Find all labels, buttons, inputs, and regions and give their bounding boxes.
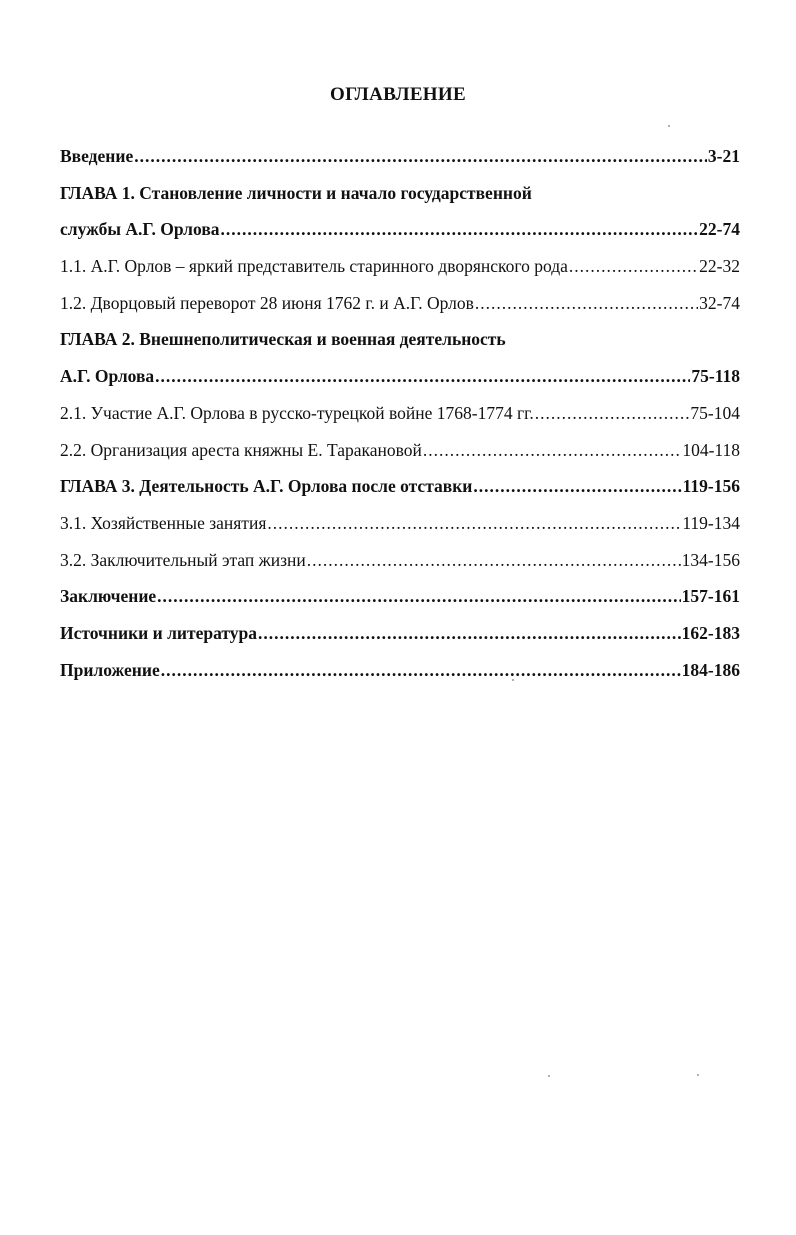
toc-leader-dots bbox=[258, 623, 681, 644]
toc-entry-page: 104-118 bbox=[682, 439, 740, 460]
toc-entry-section-2-1[interactable] bbox=[60, 403, 740, 440]
toc-entry-label: Введение bbox=[60, 146, 134, 166]
toc-entry-page: 3-21 bbox=[707, 146, 740, 166]
toc-entry-chapter-2-heading[interactable] bbox=[60, 329, 740, 366]
toc-entry-section-2-2[interactable] bbox=[60, 440, 740, 477]
toc-leader-dots bbox=[475, 293, 698, 314]
toc-entry-label: 1.2. Дворцовый переворот 28 июня 1762 г. и А.Г. Орлов bbox=[60, 292, 474, 313]
toc-entry-label: 2.1. Участие А.Г. Орлова в русско-турецкой войне 1768-1774 гг. bbox=[60, 402, 534, 423]
toc-leader-dots bbox=[134, 146, 707, 167]
toc-entry-page: 184-186 bbox=[681, 659, 740, 680]
toc-entry-page: 119-134 bbox=[682, 512, 740, 533]
toc-entry-sources[interactable] bbox=[60, 623, 740, 660]
toc-entry-label: Источники и литература bbox=[60, 622, 257, 643]
toc-entry-page: 162-183 bbox=[681, 622, 740, 643]
toc-entry-label: 2.2. Организация ареста княжны Е. Таракановой bbox=[60, 439, 422, 460]
toc-leader-dots bbox=[155, 366, 690, 387]
toc-leader-dots bbox=[161, 660, 681, 681]
toc-entry-section-1-2[interactable] bbox=[60, 293, 740, 330]
toc-leader-dots bbox=[157, 586, 681, 607]
scan-speck bbox=[512, 679, 514, 681]
toc-entry-label: ГЛАВА 2. Внешнеполитическая и военная деятельность bbox=[60, 329, 506, 350]
toc-entry-chapter-1-heading[interactable] bbox=[60, 183, 740, 220]
page-title: ОГЛАВЛЕНИЕ bbox=[330, 84, 466, 105]
toc-entry-conclusion[interactable] bbox=[60, 586, 740, 623]
toc-leader-dots bbox=[569, 256, 698, 277]
toc-leader-dots bbox=[221, 219, 699, 240]
toc-entry-page: 32-74 bbox=[699, 292, 740, 313]
toc-entry-label: службы А.Г. Орлова bbox=[60, 219, 220, 240]
toc-entry-page: 75-118 bbox=[691, 366, 740, 387]
scan-speck bbox=[548, 1075, 550, 1077]
toc-leader-dots bbox=[423, 440, 681, 461]
toc-leader-dots bbox=[307, 550, 681, 571]
toc-entry-introduction[interactable] bbox=[60, 146, 740, 183]
table-of-contents bbox=[60, 146, 740, 696]
toc-entry-label: Заключение bbox=[60, 586, 157, 607]
toc-entry-label: 3.1. Хозяйственные занятия bbox=[60, 512, 267, 533]
toc-entry-page: 157-161 bbox=[681, 586, 740, 607]
scan-speck bbox=[697, 1074, 699, 1076]
toc-entry-label: 1.1. А.Г. Орлов – яркий представитель старинного дворянского рода bbox=[60, 256, 568, 277]
toc-leader-dots bbox=[535, 403, 690, 424]
toc-entry-chapter-2[interactable] bbox=[60, 366, 740, 403]
scan-speck bbox=[668, 125, 670, 127]
toc-entry-page: 22-74 bbox=[699, 219, 740, 240]
toc-entry-page: 22-32 bbox=[699, 256, 740, 277]
toc-entry-appendix[interactable] bbox=[60, 660, 740, 697]
toc-entry-chapter-3[interactable] bbox=[60, 476, 740, 513]
toc-leader-dots bbox=[267, 513, 681, 534]
toc-leader-dots bbox=[473, 476, 681, 497]
toc-entry-label: ГЛАВА 3. Деятельность А.Г. Орлова после отставки bbox=[60, 476, 473, 497]
toc-entry-label: А.Г. Орлова bbox=[60, 366, 155, 387]
toc-entry-chapter-1[interactable] bbox=[60, 219, 740, 256]
toc-entry-section-3-1[interactable] bbox=[60, 513, 740, 550]
toc-entry-page: 119-156 bbox=[682, 476, 740, 497]
toc-entry-section-3-2[interactable] bbox=[60, 550, 740, 587]
toc-entry-label: ГЛАВА 1. Становление личности и начало государственной bbox=[60, 182, 532, 203]
toc-entry-label: 3.2. Заключительный этап жизни bbox=[60, 549, 306, 570]
toc-entry-label: Приложение bbox=[60, 659, 160, 680]
toc-entry-page: 75-104 bbox=[690, 402, 740, 423]
toc-entry-page: 134-156 bbox=[681, 549, 740, 570]
toc-entry-section-1-1[interactable] bbox=[60, 256, 740, 293]
